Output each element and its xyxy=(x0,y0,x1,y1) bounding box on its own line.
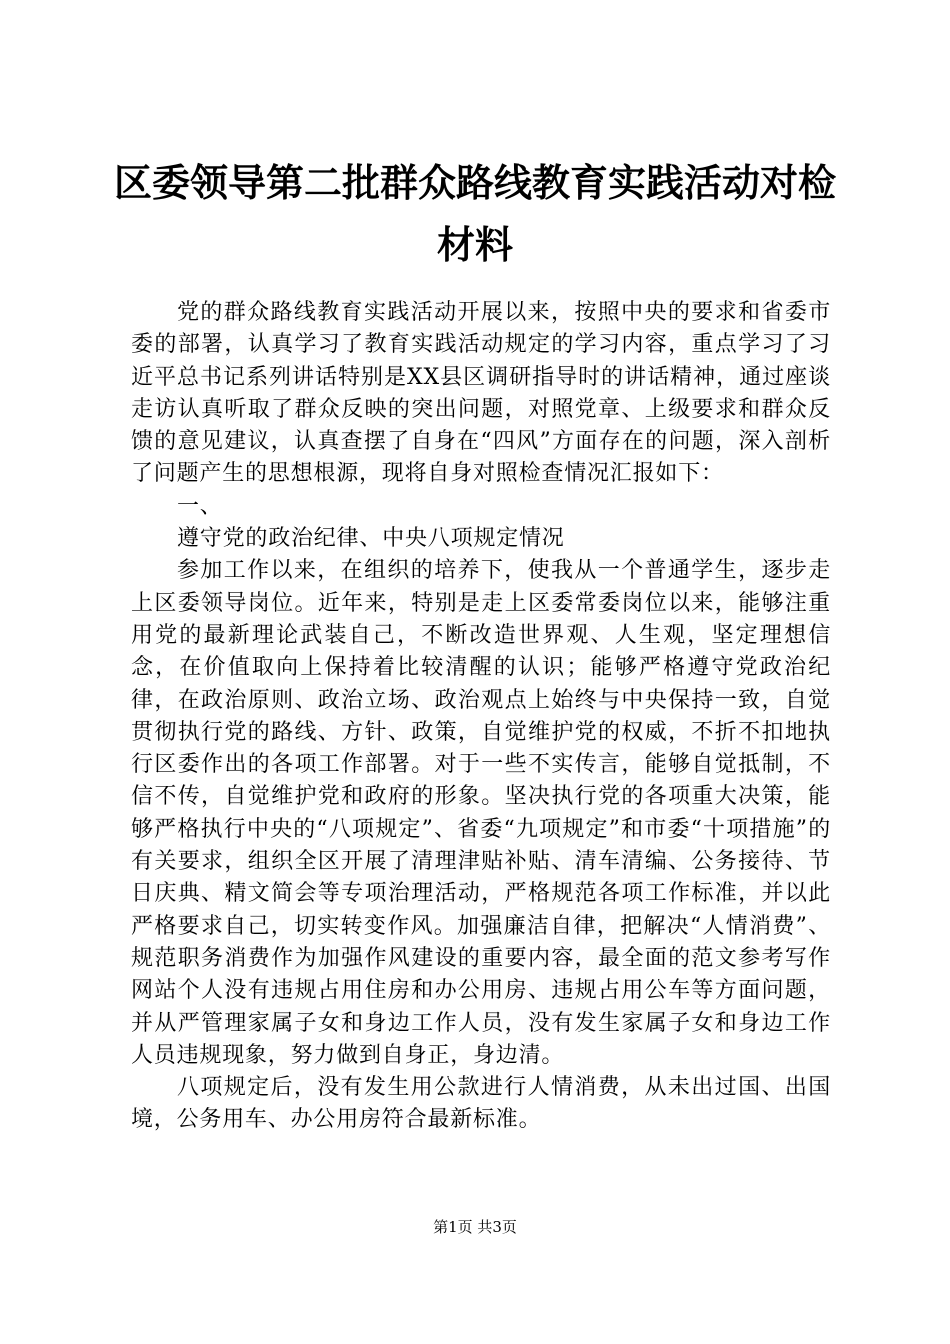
section-number: 一、 xyxy=(177,493,223,519)
section-heading: 遵守党的政治纪律、中央八项规定情况 xyxy=(177,526,565,552)
document-body xyxy=(131,297,831,1137)
page-footer: 第1页 共3页 xyxy=(433,1218,517,1236)
paragraph-intro: 党的群众路线教育实践活动开展以来，按照中央的要求和省委市委的部署，认真学习了教育实践活动规定的学习内容，重点学习了习近平总书记系列讲话特别是XX县区调研指导时的讲话精神，通过座谈走访认真听取了群众反映的突出问题，对照党章、上级要求和群众反馈的意见建议，认真查摆了自身在“四风”方面存在的问题，深入剖析了问题产生的思想根源，现将自身对照检查情况汇报如下： xyxy=(131,300,831,487)
paragraph-main: 参加工作以来，在组织的培养下，使我从一个普通学生，逐步走上区委领导岗位。近年来，特别是走上区委常委岗位以来，能够注重用党的最新理论武装自己，不断改造世界观、人生观，坚定理想信念，在价值取向上保持着比较清醒的认识；能够严格遵守党政治纪律，在政治原则、政治立场、政治观点上始终与中央保持一致，自觉贯彻执行党的路线、方针、政策，自觉维护党的权威，不折不扣地执行区委作出的各项工作部署。对于一些不实传言，能够自觉抵制，不信不传，自觉维护党和政府的形象。坚决执行党的各项重大决策，能够严格执行中央的“八项规定”、省委“九项规定”和市委“十项措施”的有关要求，组织全区开展了清理津贴补贴、清车清编、公务接待、节日庆典、精文简会等专项治理活动，严格规范各项工作标准，并以此严格要求自己，切实转变作风。加强廉洁自律，把解决“人情消费”、规范职务消费作为加强作风建设的重要内容，最全面的范文参考写作网站个人没有违规占用住房和办公用房、违规占用公车等方面问题，并从严管理家属子女和身边工作人员，没有发生家属子女和身边工作人员违规现象，努力做到自身正，身边清。 xyxy=(131,558,831,1068)
document-title: 区委领导第二批群众路线教育实践活动对检材料 xyxy=(113,160,836,267)
paragraph-closing: 八项规定后，没有发生用公款进行人情消费，从未出过国、出国境，公务用车、办公用房符合最新标准。 xyxy=(131,1075,831,1133)
